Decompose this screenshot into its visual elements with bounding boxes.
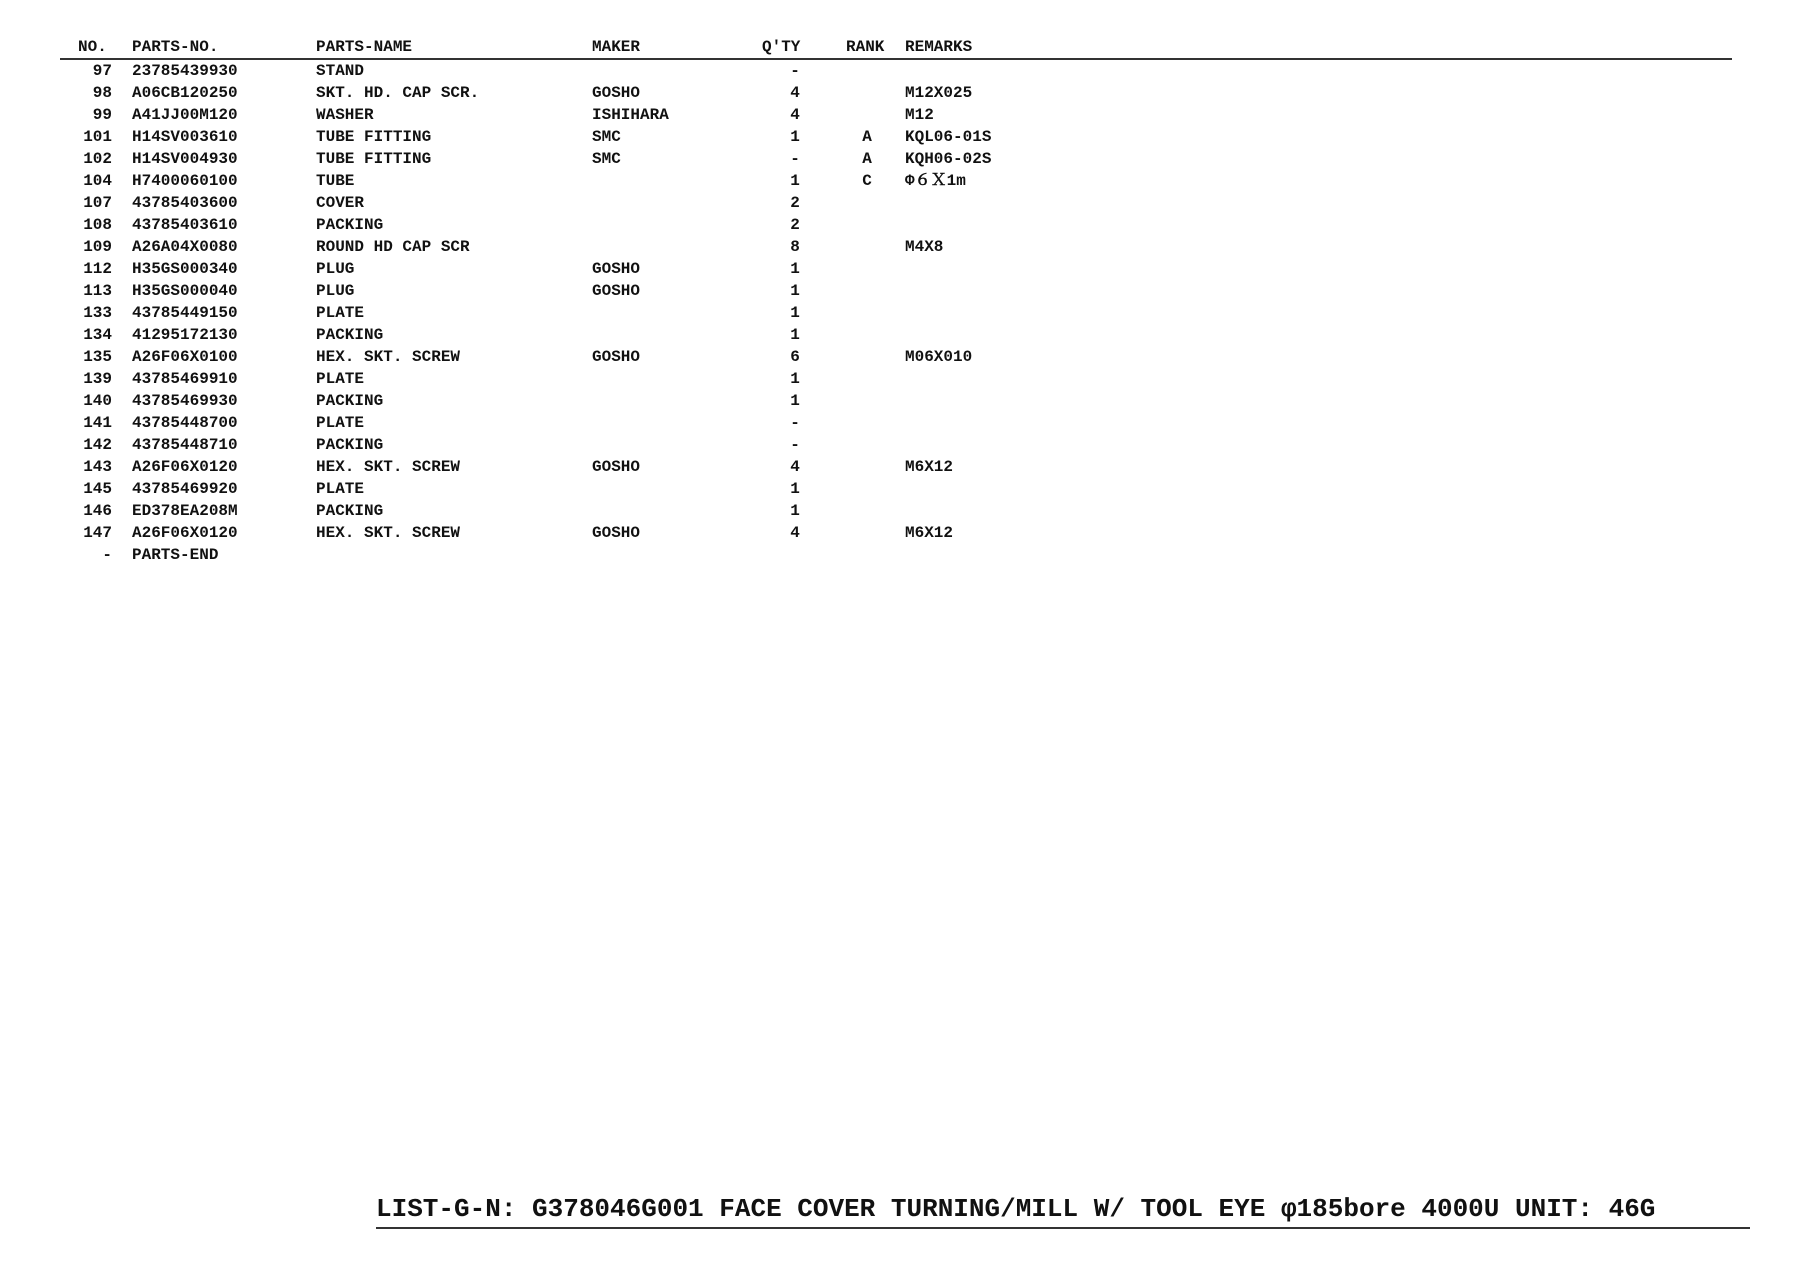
cell-rank: A xyxy=(862,150,872,168)
table-row xyxy=(60,478,1732,500)
cell-qty: 2 xyxy=(790,216,800,234)
cell-no: 143 xyxy=(83,458,112,476)
cell-no: 147 xyxy=(83,524,112,542)
cell-qty: 2 xyxy=(790,194,800,212)
cell-parts-no: H14SV003610 xyxy=(132,128,238,146)
cell-parts-no: H35GS000040 xyxy=(132,282,238,300)
cell-parts-no: 43785469920 xyxy=(132,480,238,498)
cell-parts-no: 41295172130 xyxy=(132,326,238,344)
table-row xyxy=(60,104,1732,126)
cell-parts-no: 43785403610 xyxy=(132,216,238,234)
cell-parts-name: ROUND HD CAP SCR xyxy=(316,238,470,256)
table-row xyxy=(60,192,1732,214)
table-header xyxy=(60,36,1732,60)
table-row xyxy=(60,456,1732,478)
cell-qty: 8 xyxy=(790,238,800,256)
cell-no: 97 xyxy=(92,62,112,80)
cell-remarks: M12 xyxy=(905,106,934,124)
cell-no: 99 xyxy=(92,106,112,124)
cell-no: 108 xyxy=(83,216,112,234)
cell-parts-name: TUBE xyxy=(316,172,355,190)
cell-rank: A xyxy=(862,128,872,146)
table-row xyxy=(60,500,1732,522)
cell-qty: 4 xyxy=(790,458,800,476)
table-row xyxy=(60,368,1732,390)
cell-parts-name: SKT. HD. CAP SCR. xyxy=(316,84,480,102)
cell-maker: GOSHO xyxy=(592,282,641,300)
cell-parts-name: HEX. SKT. SCREW xyxy=(316,348,461,366)
cell-parts-name: PACKING xyxy=(316,502,384,520)
table-row xyxy=(60,148,1732,170)
cell-parts-no: 43785449150 xyxy=(132,304,238,322)
parts-end-label: PARTS-END xyxy=(132,546,219,564)
table-row xyxy=(60,390,1732,412)
cell-parts-no: 43785469930 xyxy=(132,392,238,410)
cell-maker: GOSHO xyxy=(592,524,641,542)
cell-no: 101 xyxy=(83,128,112,146)
table-row xyxy=(60,170,1732,192)
cell-parts-no: 43785448700 xyxy=(132,414,238,432)
cell-remarks: M4X8 xyxy=(905,238,944,256)
cell-parts-no: H14SV004930 xyxy=(132,150,238,168)
cell-parts-no: 43785403600 xyxy=(132,194,238,212)
cell-qty: 1 xyxy=(790,326,800,344)
list-title-footer: LIST-G-N: G378046G001 FACE COVER TURNING/MILL W/ TOOL EYE φ185bore 4000U UNIT: 46G xyxy=(376,1193,1750,1229)
cell-qty: 1 xyxy=(790,304,800,322)
table-row xyxy=(60,60,1732,82)
cell-maker: GOSHO xyxy=(592,458,641,476)
cell-qty: - xyxy=(790,436,800,454)
table-row xyxy=(60,280,1732,302)
table-row xyxy=(60,214,1732,236)
cell-no: - xyxy=(102,546,112,564)
cell-qty: 4 xyxy=(790,524,800,542)
parts-end-row xyxy=(60,544,1732,566)
cell-no: 98 xyxy=(92,84,112,102)
cell-parts-no: A26A04X0080 xyxy=(132,238,238,256)
cell-no: 104 xyxy=(83,172,112,190)
cell-parts-name: COVER xyxy=(316,194,365,212)
cell-remarks: M6X12 xyxy=(905,458,954,476)
cell-parts-no: A06CB120250 xyxy=(132,84,238,102)
cell-no: 134 xyxy=(83,326,112,344)
cell-parts-no: A26F06X0120 xyxy=(132,524,238,542)
cell-no: 140 xyxy=(83,392,112,410)
table-row xyxy=(60,324,1732,346)
cell-no: 142 xyxy=(83,436,112,454)
cell-parts-no: H35GS000340 xyxy=(132,260,238,278)
cell-parts-no: A26F06X0120 xyxy=(132,458,238,476)
header-no: NO. xyxy=(78,38,107,56)
cell-parts-name: TUBE FITTING xyxy=(316,128,432,146)
table-row xyxy=(60,346,1732,368)
cell-remarks: M06X010 xyxy=(905,348,973,366)
cell-parts-name: TUBE FITTING xyxy=(316,150,432,168)
cell-no: 107 xyxy=(83,194,112,212)
header-qty: Q'TY xyxy=(762,38,801,56)
cell-maker: SMC xyxy=(592,150,621,168)
header-rank: RANK xyxy=(846,38,885,56)
cell-no: 145 xyxy=(83,480,112,498)
cell-rank: C xyxy=(862,172,872,190)
cell-qty: 1 xyxy=(790,260,800,278)
cell-qty: 1 xyxy=(790,392,800,410)
cell-no: 139 xyxy=(83,370,112,388)
cell-parts-no: 43785469910 xyxy=(132,370,238,388)
cell-qty: - xyxy=(790,414,800,432)
table-row xyxy=(60,82,1732,104)
table-row xyxy=(60,434,1732,456)
cell-parts-name: PACKING xyxy=(316,326,384,344)
header-parts-name: PARTS-NAME xyxy=(316,38,413,56)
cell-no: 112 xyxy=(83,260,112,278)
cell-qty: - xyxy=(790,150,800,168)
table-row xyxy=(60,258,1732,280)
cell-remarks: KQL06-01S xyxy=(905,128,992,146)
cell-parts-name: PACKING xyxy=(316,392,384,410)
cell-parts-name: PACKING xyxy=(316,216,384,234)
cell-parts-no: A26F06X0100 xyxy=(132,348,238,366)
cell-remarks: M12X025 xyxy=(905,84,973,102)
header-remarks: REMARKS xyxy=(905,38,973,56)
cell-parts-name: HEX. SKT. SCREW xyxy=(316,524,461,542)
cell-no: 146 xyxy=(83,502,112,520)
cell-qty: 1 xyxy=(790,480,800,498)
cell-parts-name: PLATE xyxy=(316,304,365,322)
cell-parts-name: PLATE xyxy=(316,414,365,432)
cell-qty: 4 xyxy=(790,106,800,124)
cell-qty: 1 xyxy=(790,370,800,388)
cell-parts-name: WASHER xyxy=(316,106,374,124)
cell-qty: 1 xyxy=(790,128,800,146)
cell-parts-name: PACKING xyxy=(316,436,384,454)
cell-parts-name: PLATE xyxy=(316,480,365,498)
cell-qty: 1 xyxy=(790,502,800,520)
table-row xyxy=(60,412,1732,434)
cell-parts-name: PLUG xyxy=(316,260,355,278)
cell-no: 141 xyxy=(83,414,112,432)
cell-no: 135 xyxy=(83,348,112,366)
cell-qty: 1 xyxy=(790,282,800,300)
cell-parts-name: HEX. SKT. SCREW xyxy=(316,458,461,476)
cell-parts-name: STAND xyxy=(316,62,365,80)
cell-maker: GOSHO xyxy=(592,260,641,278)
cell-parts-no: 43785448710 xyxy=(132,436,238,454)
table-row xyxy=(60,236,1732,258)
cell-qty: 4 xyxy=(790,84,800,102)
cell-maker: GOSHO xyxy=(592,348,641,366)
cell-maker: SMC xyxy=(592,128,621,146)
parts-list-table xyxy=(60,36,1732,566)
cell-no: 109 xyxy=(83,238,112,256)
header-maker: MAKER xyxy=(592,38,641,56)
cell-qty: 6 xyxy=(790,348,800,366)
cell-maker: ISHIHARA xyxy=(592,106,669,124)
table-row xyxy=(60,522,1732,544)
table-row xyxy=(60,302,1732,324)
cell-remarks: KQH06-02S xyxy=(905,150,992,168)
cell-qty: - xyxy=(790,62,800,80)
cell-parts-no: 23785439930 xyxy=(132,62,238,80)
cell-remarks: M6X12 xyxy=(905,524,954,542)
cell-parts-name: PLUG xyxy=(316,282,355,300)
cell-parts-no: ED378EA208M xyxy=(132,502,238,520)
cell-qty: 1 xyxy=(790,172,800,190)
cell-maker: GOSHO xyxy=(592,84,641,102)
cell-parts-no: A41JJ00M120 xyxy=(132,106,238,124)
cell-no: 133 xyxy=(83,304,112,322)
cell-no: 113 xyxy=(83,282,112,300)
cell-no: 102 xyxy=(83,150,112,168)
table-row xyxy=(60,126,1732,148)
cell-remarks: Φ６Ｘ1m xyxy=(905,172,966,190)
cell-parts-name: PLATE xyxy=(316,370,365,388)
cell-parts-no: H7400060100 xyxy=(132,172,238,190)
header-parts-no: PARTS-NO. xyxy=(132,38,219,56)
